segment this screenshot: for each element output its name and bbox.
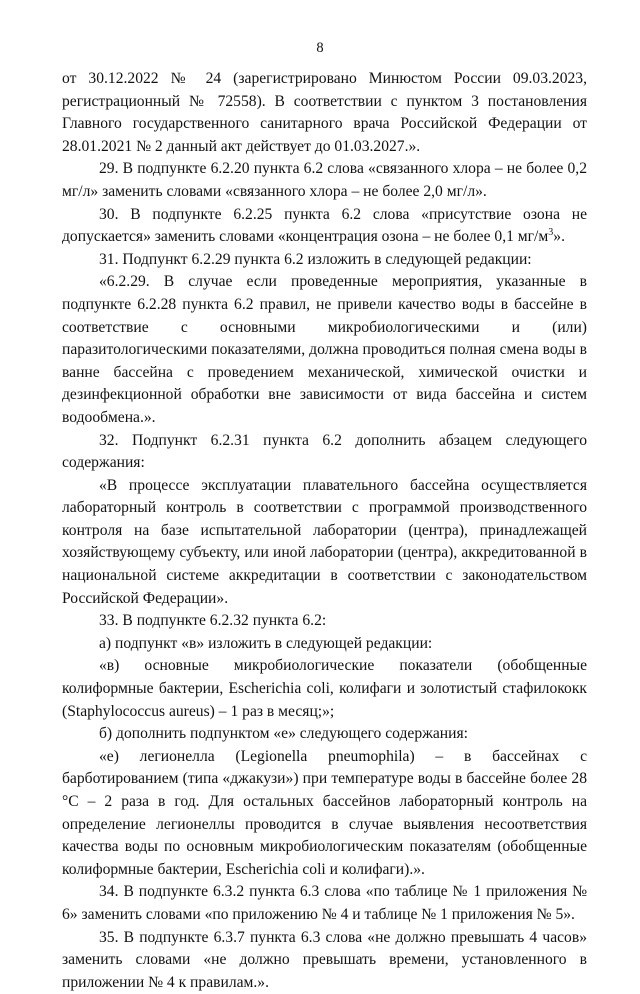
paragraph-subitem-b: б) дополнить подпунктом «е» следующего содержания: xyxy=(99,725,469,743)
document-body xyxy=(62,68,587,994)
superscript-cubic: 3 xyxy=(548,226,554,238)
paragraph-item-29: 29. В подпункте 6.2.20 пункта 6.2 слова «связанного хлора – не более 0,2 мг/л» заменить словами «связанного хлора – не более 2,0 мг/л». xyxy=(62,160,587,200)
paragraph-continuation: от 30.12.2022 № 24 (зарегистрировано Минюстом России 09.03.2023, регистрационный № 72558). В соответствии с пунктом 3 постановления Главного государственного санитарного врача Российской Федерации от 28.01.2021 № 2 данный акт действует до 01.03.2027.». xyxy=(62,70,587,155)
paragraph-item-32: 32. Подпункт 6.2.31 пункта 6.2 дополнить абзацем следующего содержания: xyxy=(62,431,587,472)
paragraph-quote-e: «е) легионелла (Legionella pneumophila) – в бассейнах с барботированием (типа «джакузи») при температуре воды в бассейне более 28 °С – 2 раза в год. Для остальных бассейнов лабораторный контроль на определение легионеллы проводится в случае выявления несоответствия качества воды по основным микробиологическим показателям (обобщенные колиформные бактерии, Escherichia coli и колифаги).». xyxy=(62,747,587,878)
paragraph-item-30-tail: ». xyxy=(553,228,565,246)
page-number: 8 xyxy=(316,40,324,56)
paragraph-quote-6-2-29: «6.2.29. В случае если проведенные мероприятия, указанные в подпункте 6.2.28 пункта 6.2 правил, не привели качество воды в бассейне в соответствие с основными микробиологическими и (или) паразитологическими показателями, должна проводиться полная смена воды в ванне бассейна с проведением механической, химической очистки и дезинфекционной обработки вне зависимости от вида бассейна и систем водообмена.». xyxy=(62,273,587,426)
paragraph-item-35: 35. В подпункте 6.3.7 пункта 6.3 слова «не должно превышать 4 часов» заменить словами «не должно превышать времени, установленного в приложении № 4 к правилам.». xyxy=(62,928,587,991)
paragraph-item-31: 31. Подпункт 6.2.29 пункта 6.2 изложить в следующей редакции: xyxy=(99,250,532,268)
paragraph-quote-lab-control: «В процессе эксплуатации плавательного бассейна осуществляется лабораторный контроль в соответствии с программой производственного контроля на базе испытательной лаборатории (центра), принадлежащей хозяйствующему субъекту, или иной лаборатории (центра), аккредитованной в национальной системе аккредитации в соответствии с законодательством Российской Федерации». xyxy=(62,476,587,607)
paragraph-item-30-text: 30. В подпункте 6.2.25 пункта 6.2 слова «присутствие озона не допускается» заменить словами «концентрация озона – не более 0,1 мг/м xyxy=(62,205,587,246)
paragraph-item-34: 34. В подпункте 6.3.2 пункта 6.3 слова «по таблице № 1 приложения № 6» заменить словами «по приложению № 4 и таблице № 1 приложения № 5». xyxy=(62,883,587,923)
paragraph-item-30 xyxy=(62,204,587,249)
paragraph-quote-v: «в) основные микробиологические показатели (обобщенные колиформные бактерии, Escherichia coli, колифаги и золотистый стафилококк (Staphylococcus aureus) – 1 раз в месяц;»; xyxy=(62,657,587,720)
paragraph-item-33: 33. В подпункте 6.2.32 пункта 6.2: xyxy=(99,612,327,630)
paragraph-subitem-a: а) подпункт «в» изложить в следующей редакции: xyxy=(99,634,433,652)
